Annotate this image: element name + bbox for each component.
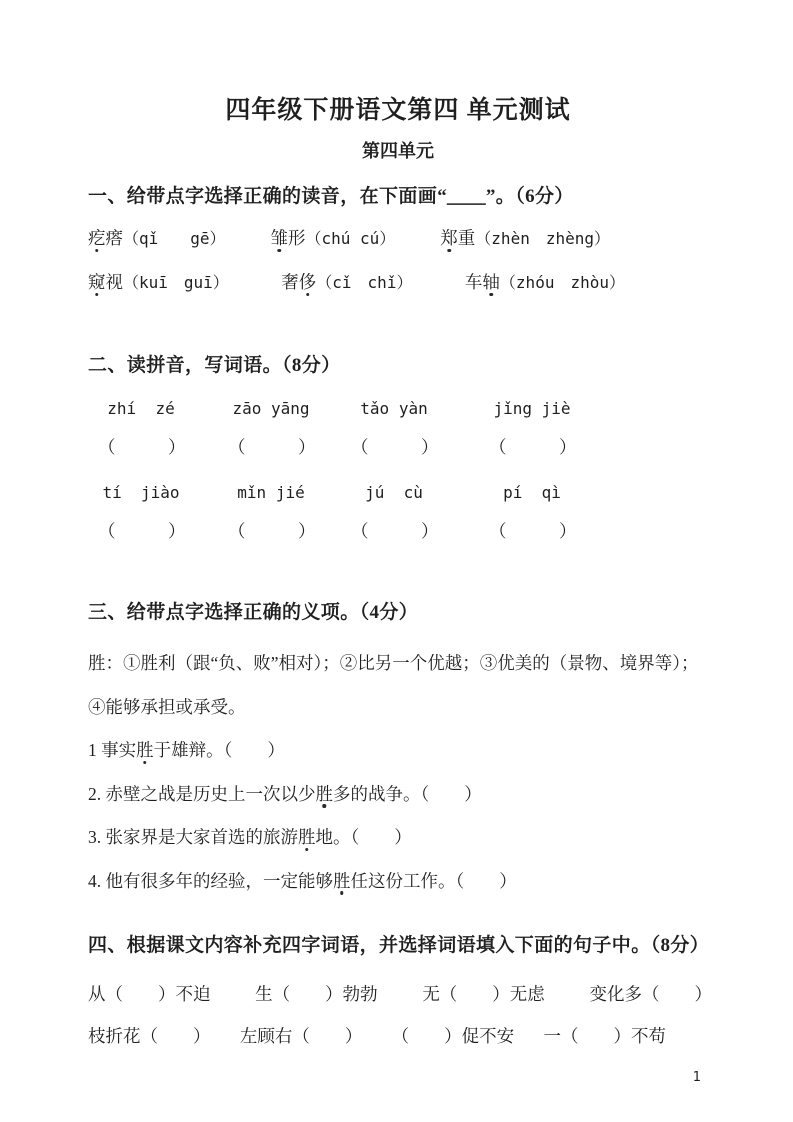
page-subtitle: 第四单元 (362, 141, 434, 161)
pinyin-cell (489, 397, 589, 421)
hanzi-pre: 奢 (281, 272, 299, 292)
pinyin-options: （chú cú） (305, 229, 396, 248)
answer-cell (98, 434, 228, 460)
sentence-post: 任这份工作。（ ） (350, 870, 517, 891)
pinyin-word: zhí zé (107, 399, 175, 418)
dotted-word-shechi (281, 268, 412, 297)
pinyin-options: （zhóu zhòu） (499, 273, 625, 292)
answer-cell (351, 518, 489, 544)
pinyin-word: tí jiào (102, 483, 180, 502)
pinyin-cell (98, 481, 228, 505)
answer-cell (489, 434, 589, 460)
pinyin-word: zāo yāng (232, 399, 310, 418)
phrase-blank: 一（ ）不苟 (543, 1026, 666, 1046)
pinyin-options: （kuī guī） (123, 273, 229, 292)
sentence-pre: 2. 赤壁之战是历史上一次以少 (88, 783, 316, 804)
pinyin-cell (489, 481, 589, 505)
sentence-pre: 4. 他有很多年的经验，一定能够 (88, 870, 333, 891)
page-title: 四年级下册语文第四 单元测试 (225, 97, 571, 124)
section3-item-3 (88, 816, 708, 860)
pinyin-write-group-2 (98, 481, 708, 544)
phrase-blank: 左顾右（ ） (239, 1026, 363, 1046)
sentence-post: 地。（ ） (315, 827, 412, 847)
phrase-blank: （ ）促不安 (391, 1026, 515, 1046)
dotted-word-chezhou (465, 268, 625, 297)
answer-blank: （ ） (489, 437, 577, 457)
hanzi-pre: 车 (464, 272, 483, 292)
sentence-pre: 3. 张家界是大家首选的旅游 (88, 827, 298, 847)
sentence-pre: 1 事实 (88, 740, 137, 760)
answer-cell (98, 518, 228, 544)
answer-cell (351, 434, 489, 460)
pinyin-cell (351, 397, 489, 421)
hanzi-post: 瘩 (105, 228, 123, 248)
sentence-post: 于雄辩。（ ） (153, 740, 285, 760)
section4-heading: 四、根据课文内容补充四字词语，并选择词语填入下面的句子中。（8分） (88, 935, 710, 956)
section1-heading: 一、给带点字选择正确的读音，在下面画“＿＿”。（6分） (88, 186, 574, 207)
pinyin-word: jú cù (365, 483, 423, 502)
answer-blank: （ ） (98, 437, 186, 457)
section3-item-2 (88, 773, 708, 817)
sentence-dotted-char: 胜 (315, 783, 333, 804)
phrase-blank: 从（ ）不迫 (88, 984, 211, 1004)
section4-phrase-row-2 (88, 1022, 666, 1050)
phrase-blank: 无（ ）无虑 (422, 984, 545, 1004)
answer-cell (228, 518, 351, 544)
section2-heading: 二、读拼音，写词语。（8分） (88, 355, 341, 376)
phrase-blank: 变化多（ ） (589, 984, 712, 1004)
answer-blank: （ ） (228, 437, 316, 457)
section4-phrase-row-1 (88, 980, 712, 1008)
pinyin-word: jǐng jiè (493, 399, 571, 418)
sentence-dotted-char: 胜 (136, 740, 154, 760)
answer-cell (489, 518, 589, 544)
answer-blank: （ ） (228, 521, 316, 541)
hanzi-dotted: 雏 (270, 228, 289, 248)
answer-blank: （ ） (351, 521, 439, 541)
pinyin-word: tǎo yàn (360, 399, 428, 418)
section3-heading: 三、给带点字选择正确的义项。（4分） (88, 602, 419, 623)
dotted-word-zhengzhong (440, 224, 610, 253)
sentence-post: 多的战争。（ ） (333, 783, 482, 804)
pinyin-word: mǐn jié (237, 483, 305, 502)
section3-item-1 (88, 729, 708, 773)
answer-blank: （ ） (489, 521, 577, 541)
answer-blank: （ ） (98, 521, 186, 541)
hanzi-post: 形 (288, 228, 306, 248)
sentence-dotted-char: 胜 (298, 827, 316, 847)
pinyin-word: pí qì (503, 483, 561, 502)
pinyin-cell (98, 397, 228, 421)
phrase-blank: 枝折花（ ） (88, 1026, 211, 1046)
dotted-word-kuishi (88, 268, 229, 297)
page-number: 1 (692, 1070, 701, 1085)
hanzi-dotted: 郑 (440, 228, 458, 248)
sentence-dotted-char: 胜 (333, 870, 351, 891)
hanzi-post: 重 (457, 228, 476, 248)
dotted-word-gida (88, 224, 226, 253)
section1-word-row-2 (88, 268, 625, 297)
hanzi-dotted: 窥 (88, 272, 106, 292)
pinyin-options: （qǐ gē） (123, 229, 226, 248)
pinyin-cell (228, 397, 351, 421)
section1-word-row-1 (88, 224, 610, 253)
hanzi-dotted: 侈 (298, 272, 317, 292)
hanzi-dotted: 疙 (88, 228, 106, 248)
pinyin-options: （cǐ chǐ） (316, 273, 413, 292)
pinyin-cell (228, 481, 351, 505)
pinyin-write-group-1 (98, 397, 708, 460)
pinyin-options: （zhèn zhèng） (475, 229, 610, 248)
answer-cell (228, 434, 351, 460)
section3-item-4 (88, 860, 708, 904)
phrase-blank: 生（ ）勃勃 (255, 984, 378, 1004)
dotted-word-chuxing (271, 224, 396, 253)
answer-blank: （ ） (351, 437, 439, 457)
pinyin-cell (351, 481, 489, 505)
hanzi-post: 视 (105, 272, 123, 292)
section3-definition: 胜：①胜利（跟“负、败”相对）；②比另一个优越；③优美的（景物、境界等）；④能够承担或承受。 (88, 653, 699, 717)
hanzi-dotted: 轴 (482, 272, 500, 292)
